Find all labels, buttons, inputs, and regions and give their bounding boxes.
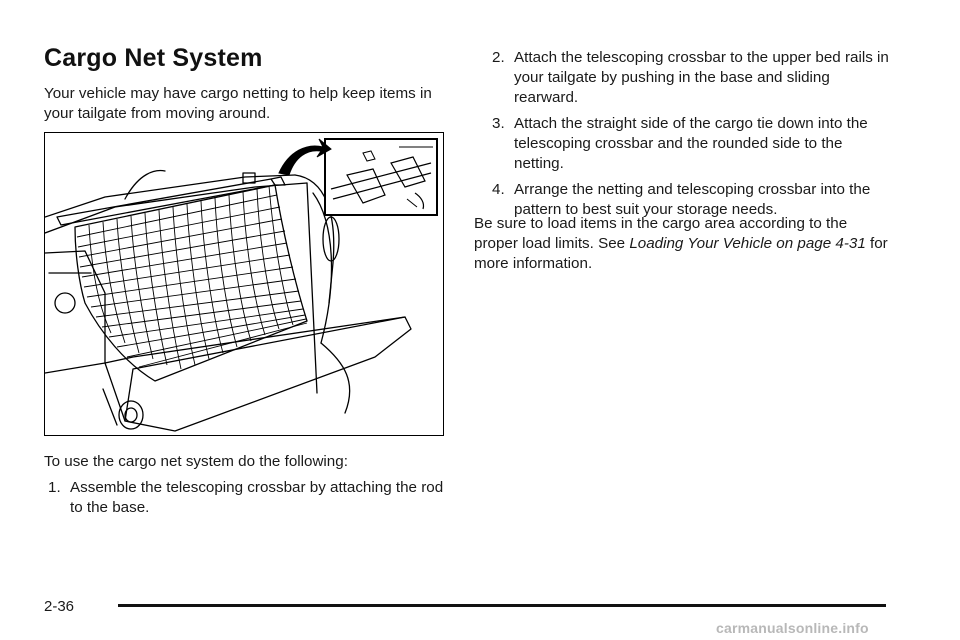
step-text: Attach the straight side of the cargo tie down into the telescoping crossbar and the rounded side to the netting. bbox=[514, 115, 868, 172]
arrow-icon bbox=[279, 139, 331, 175]
cross-reference-link[interactable]: Loading Your Vehicle on page 4-31 bbox=[629, 235, 866, 252]
footer-rule bbox=[118, 604, 886, 607]
page-title: Cargo Net System bbox=[44, 44, 263, 72]
closing-paragraph bbox=[474, 214, 894, 274]
cargo-net-illustration bbox=[44, 132, 444, 436]
cargo-net-drawing bbox=[45, 133, 442, 434]
step-item bbox=[492, 114, 892, 174]
step-item bbox=[48, 478, 448, 518]
closing-text-end: for more information. bbox=[474, 235, 888, 272]
steps-list-right bbox=[492, 48, 892, 226]
steps-lead: To use the cargo net system do the following: bbox=[44, 453, 348, 470]
step-text: Arrange the netting and telescoping crossbar into the pattern to best suit your storage needs. bbox=[514, 181, 871, 218]
steps-list-left bbox=[48, 478, 448, 524]
closing-text: Be sure to load items in the cargo area according to the proper load limits. See bbox=[474, 215, 848, 252]
step-number: 3. bbox=[492, 115, 505, 132]
step-number: 4. bbox=[492, 181, 505, 198]
intro-paragraph: Your vehicle may have cargo netting to help keep items in your tailgate from moving around. bbox=[44, 85, 432, 122]
watermark: carmanualsonline.info bbox=[716, 620, 869, 636]
step-item bbox=[492, 48, 892, 108]
step-text: Attach the telescoping crossbar to the upper bed rails in your tailgate by pushing in the base and sliding rearward. bbox=[514, 49, 889, 106]
step-text: Assemble the telescoping crossbar by attaching the rod to the base. bbox=[70, 479, 444, 516]
step-number: 1. bbox=[48, 479, 61, 496]
page-number: 2-36 bbox=[44, 598, 75, 615]
step-number: 2. bbox=[492, 49, 505, 66]
